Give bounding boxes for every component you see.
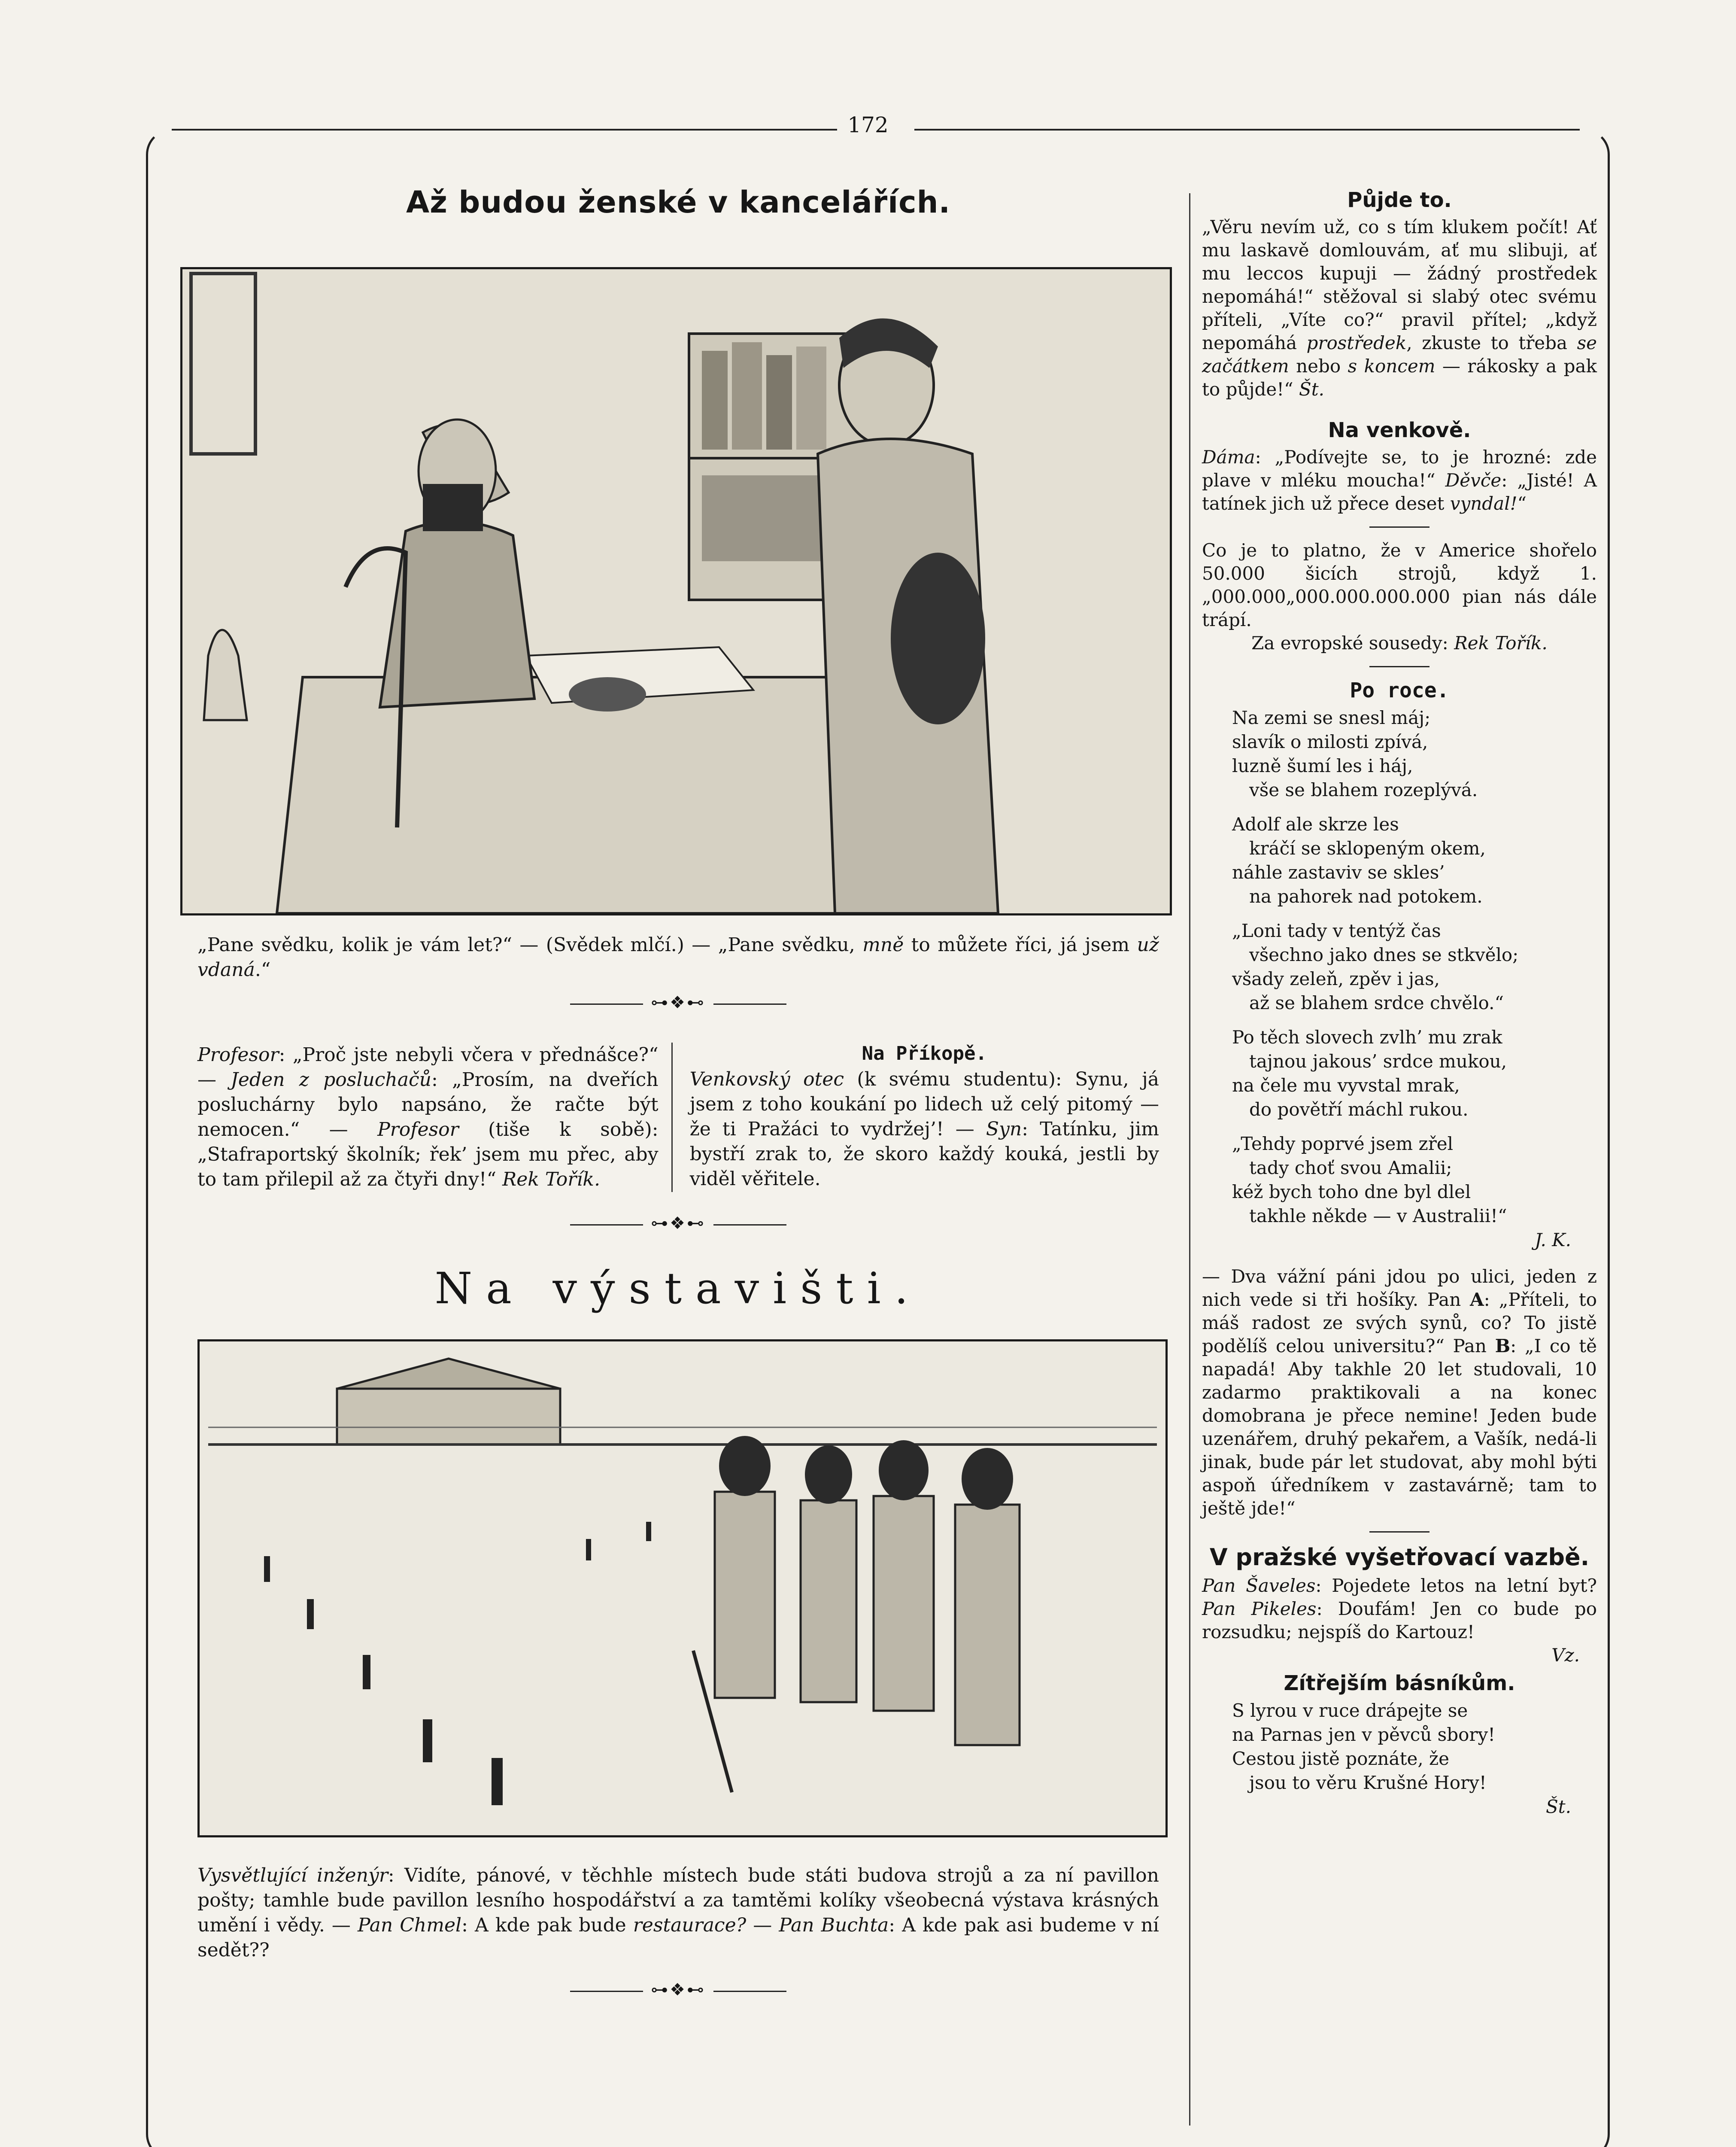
- ornament-divider: ⊶❖⊷: [180, 1980, 1176, 2000]
- po-roce-title: Po roce.: [1350, 678, 1449, 702]
- ornament-divider: ⊶❖⊷: [180, 993, 1176, 1013]
- pujde-text: „Věru nevím už, co s tím klukem počít! Ať mu laskavě domlouvám, ať mu slibuji, ať mu leccos kupuji — žádný prostředek nepomáhá!“ stěžoval si slabý otec svému příteli, „Víte co?“ pravil přítel; „když nepomáhá prostředek, zkuste to třeba se začátkem nebo s koncem — rákosky a pak to půjde!“ Št.: [1202, 216, 1597, 400]
- professor-joke: Profesor: „Proč jste nebyli včera v přednášce?“ — Jeden z posluchačů: „Prosím, na dveřích posluchárny bylo napsáno, že račte být nemocen.“ — Profesor (tiše k sobě): „Stafraportský školník; řek’ jsem mu přec, aby to tam přilepil až za čtyři dny!“ Rek Tořík.: [197, 1043, 673, 1192]
- page-number: 172: [847, 113, 889, 137]
- basnikum-title: Zítřejším básníkům.: [1284, 1671, 1515, 1695]
- short-rule: [1369, 1531, 1429, 1533]
- vazbe-signature: Vz.: [1551, 1645, 1580, 1666]
- short-rule: [1369, 526, 1429, 528]
- pujde-title: Půjde to.: [1347, 188, 1452, 212]
- cartoon2-title: Na výstavišti.: [434, 1263, 922, 1314]
- short-rule: [1369, 666, 1429, 667]
- exhibition-grounds-illustration: [197, 1339, 1168, 1837]
- cartoon2-caption: Vysvětlující inženýr: Vidíte, pánové, v těchhle místech bude státi budova strojů a za ní pavillon pošty; tamhle bude pavillon lesního hospodářství a za tamtěmi kolíky všeobecná výstava krásných umění i vědy. — Pan Chmel: A kde pak bude restaurace? — Pan Buchta: A kde pak asi budeme v ní sedět??: [197, 1864, 1159, 1961]
- cartoon1-caption: „Pane svědku, kolik je vám let?“ — (Svědek mlčí.) — „Pane svědku, mně to můžete říci, já jsem už vdaná.“: [197, 934, 1159, 981]
- po-roce-poem: Na zemi se snesl máj; slavík o milosti zpívá, luzně šumí les i háj, vše se blahem rozeplývá. Adolf ale skrze les kráčí se sklopeným okem, náhle zastaviv se skles’ na pahorek nad potokem. „Loni tady v tentýž čas všechno jako dnes se stkvělo; všady zeleň, zpěv i jas, až se blahem srdce chvělo.“ Po těch slovech zvlh’ mu zrak tajnou jakous’ srdce mukou, na čele mu vyvstal mrak, do povětří máchl rukou. „Tehdy poprvé jsem zřel tady choť svou Amalii; kéž bych toho dne byl dlel takhle někde — v Australii!“ J. K.: [1232, 707, 1571, 1250]
- vazbe-text: Pan Šaveles: Pojedete letos na letní byt? Pan Pikeles: Doufám! Jen co bude po rozsudku; nejspíš do Kartouz!: [1202, 1575, 1597, 1642]
- basnikum-poem: S lyrou v ruce drápejte se na Parnas jen v pěvců sbory! Cestou jistě poznáte, že jsou to věru Krušné Hory! Št.: [1232, 1700, 1571, 1817]
- na-prikope-joke: Na Příkopě. Venkovský otec (k svému studentu): Synu, já jsem z toho koukání po lidech už celý pitomý — že ti Pražáci to vydržej’! — Syn: Tatínku, jim bystří zrak to, že skoro každý kouká, jestli by viděl věřitele.: [689, 1043, 1159, 1190]
- right-column: [1202, 180, 1597, 1819]
- hosiky-text: — Dva vážní páni jdou po ulici, jeden z nich vede si tři hošíky. Pan A: „Příteli, to máš radost ze svých synů, co? To jistě podělíš celou universitu?“ Pan B: „I co tě napadá! Aby takhle 20 let studovali, 10 zadarmo praktikovali a na konec domobrana je přece nemine! Jeden bude uzenářem, druhý pekařem, a Vašík, nedá-li jinak, bude pár let studovat, aby mohl býti aspoň úředníkem v zastavárně; tam to ještě jde!“: [1202, 1266, 1597, 1519]
- office-cartoon-illustration: [180, 267, 1172, 915]
- venkove-text: Dáma: „Podívejte se, to je hrozné: zde plave v mléku moucha!“ Děvče: „Jisté! A tatínek jich už přece deset vyndal!“: [1202, 447, 1597, 514]
- left-column: [180, 172, 1176, 2104]
- na-prikope-title: Na Příkopě.: [862, 1043, 987, 1064]
- amerika-text: Co je to platno, že v Americe shořelo 50.000 šicích strojů, když 1.„000.000„000.000.000.000 pian nás dále trápí.: [1202, 540, 1597, 630]
- cartoon1-title: Až budou ženské v kancelářích.: [406, 185, 951, 220]
- venkove-title: Na venkově.: [1328, 418, 1471, 442]
- vazbe-title: V pražské vyšetřovací vazbě.: [1209, 1544, 1590, 1571]
- amerika-attribution: Za evropské sousedy: Rek Tořík.: [1251, 633, 1548, 654]
- column-divider: [1189, 193, 1190, 2126]
- ornament-divider: ⊶❖⊷: [180, 1213, 1176, 1233]
